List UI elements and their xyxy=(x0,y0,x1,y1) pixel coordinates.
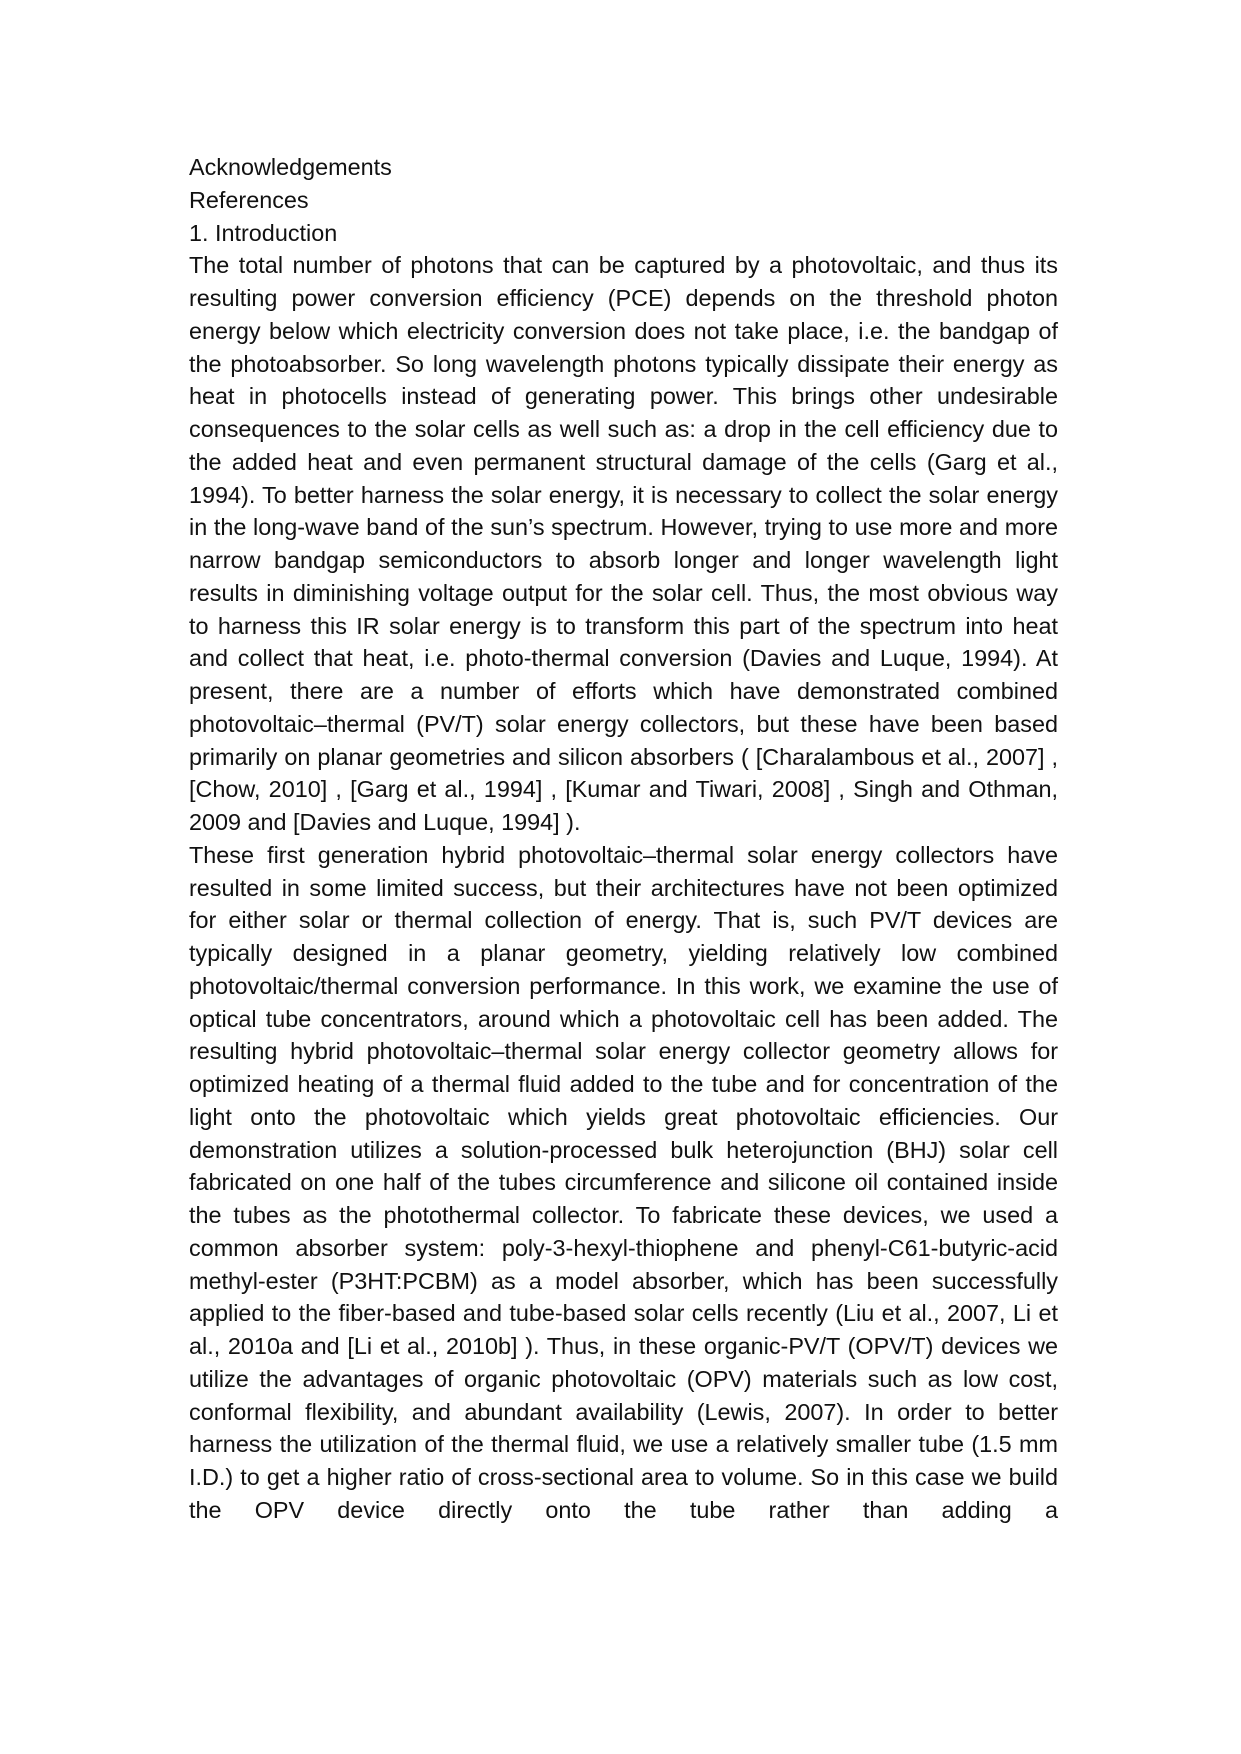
introduction-heading: 1. Introduction xyxy=(189,219,338,246)
paragraph-1: The total number of photons that can be captured by a photovoltaic, and thus its resulting power conversion efficiency (PCE) depends on the threshold photon energy below which electricity conversion does not take place, i.e. the bandgap of the photoabsorber. So long wavelength photons typically dissipate their energy as heat in photocells instead of generating power. This brings other undesirable consequences to the solar cells as well such as: a drop in the cell efficiency due to the added heat and even permanent structural damage of the cells (Garg et al., 1994). To better harness the solar energy, it is necessary to collect the solar energy in the long-wave band of the sun’s spectrum. However, trying to use more and more narrow bandgap semiconductors to absorb longer and longer wavelength light results in diminishing voltage output for the solar cell. Thus, the most obvious way to harness this IR solar energy is to transform this part of the spectrum into heat and collect that heat, i.e. photo-thermal conversion (Davies and Luque, 1994). At present, there are a number of efforts which have demonstrated combined photovoltaic–thermal (PV/T) solar energy collectors, but these have been based primarily on planar geometries and silicon absorbers ( [Charalambous et al., 2007] , [Chow, 2010] , [Garg et al., 1994] , [Kumar and Tiwari, 2008] , Singh and Othman, 2009 and [Davies and Luque, 1994] ). xyxy=(189,252,1058,835)
acknowledgements-heading: Acknowledgements xyxy=(189,154,392,180)
paragraph-2: These first generation hybrid photovoltaic–thermal solar energy collectors have resulted in some limited success, but their architectures have not been optimized for either solar or thermal collection of energy. That is, such PV/T devices are typically designed in a planar geometry, yielding relatively low combined photovoltaic/thermal conversion performance. In this work, we examine the use of optical tube concentrators, around which a photovoltaic cell has been added. The resulting hybrid photovoltaic–thermal solar energy collector geometry allows for optimized heating of a thermal fluid added to the tube and for concentration of the light onto the photovoltaic which yields great photovoltaic efficiencies. Our demonstration utilizes a solution-processed bulk heterojunction (BHJ) solar cell fabricated on one half of the tubes circumference and silicone oil contained inside the tubes as the photothermal collector. To fabricate these devices, we used a common absorber system: poly-3-hexyl-thiophene and phenyl-C61-butyric-acid methyl-ester (P3HT:PCBM) as a model absorber, which has been successfully applied to the fiber-based and tube-based solar cells recently (Liu et al., 2007, Li et al., 2010a and [Li et al., 2010b] ). Thus, in these organic-PV/T (OPV/T) devices we utilize the advantages of organic photovoltaic (OPV) materials such as low cost, conformal flexibility, and abundant availability (Lewis, 2007). In order to better harness the utilization of the thermal fluid, we use a relatively smaller tube (1.5 mm I.D.) to get a higher ratio of cross-sectional area to volume. So in this case we build the OPV device directly onto the tube rather than adding a xyxy=(189,841,1058,1523)
document-body xyxy=(189,151,1058,1527)
references-heading: References xyxy=(189,186,309,213)
